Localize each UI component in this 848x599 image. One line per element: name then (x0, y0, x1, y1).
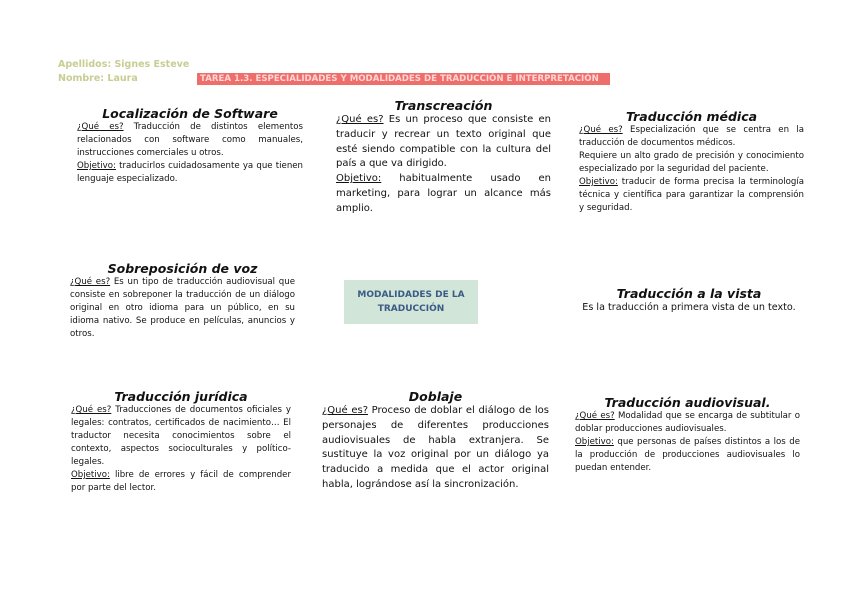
box-title: Traducción audiovisual. (604, 395, 771, 410)
box-definition: ¿Qué es? Modalidad que se encarga de subtitular o doblar producciones audiovisuales. (575, 411, 800, 434)
obj-label: Objetivo: (575, 437, 614, 447)
box-definition: ¿Qué es? Proceso de doblar el diálogo de los personajes de diferentes producciones audiovisuales de habla extranjera. Se sustituye la voz original por un diálogo ya traducido a medida que el actor original habla, lográndose así la sincronización. (322, 405, 549, 490)
box-title: Traducción jurídica (114, 389, 248, 404)
obj-label: Objetivo: (71, 470, 110, 480)
box-objective: Objetivo: traducir de forma precisa la terminología técnica y científica para garantizar la comprensión y seguridad. (579, 177, 804, 213)
box-title: Sobreposición de voz (107, 261, 258, 276)
box-juridica (71, 389, 291, 495)
box-text: Es la traducción a primera vista de un texto. (582, 302, 796, 313)
box-objective: Objetivo: libre de errores y fácil de comprender por parte del lector. (71, 470, 291, 493)
que-label: ¿Qué es? (322, 405, 369, 416)
box-definition: ¿Qué es? Traducción de distintos elementos relacionados con software como manuales, instrucciones comerciales u otros. (77, 122, 303, 158)
box-title: Traducción a la vista (616, 286, 762, 301)
box-transcreacion (336, 98, 551, 217)
center-topic-text: MODALIDADES DE LA TRADUCCIÓN (357, 290, 465, 314)
box-objective: Objetivo: habitualmente usado en marketing, para lograr un alcance más amplio. (336, 173, 551, 214)
box-definition: ¿Qué es? Traducciones de documentos oficiales y legales: contratos, certificados de nacimiento… El traductor necesita conocimientos sobre el contexto, aspectos socioculturales y político-legales. (71, 405, 291, 467)
obj-label: Objetivo: (336, 173, 382, 185)
que-label: ¿Qué es? (71, 405, 112, 415)
box-medica (579, 109, 804, 215)
que-label: ¿Qué es? (77, 122, 124, 132)
obj-label: Objetivo: (77, 161, 116, 171)
box-objective: Objetivo: traducirlos cuidadosamente ya que tienen lenguaje especializado. (77, 161, 303, 184)
obj-label: Objetivo: (579, 177, 618, 187)
box-sobreposicion (70, 261, 295, 341)
box-title: Traducción médica (625, 109, 758, 124)
box-extra: Requiere un alto grado de precisión y conocimiento especializado por la seguridad del paciente. (579, 151, 804, 174)
name-label: Nombre: Laura (58, 73, 138, 84)
que-label: ¿Qué es? (575, 411, 615, 421)
center-topic-box (344, 280, 478, 324)
box-vista (574, 286, 804, 314)
que-label: ¿Qué es? (336, 114, 384, 125)
box-definition: ¿Qué es? Es un tipo de traducción audiovisual que consiste en sobreponer la traducción de un diálogo original en otro idioma para un público, en su idioma nativo. Se produce en películas, anuncios y otros. (70, 277, 295, 339)
box-objective: Objetivo: que personas de países distintos a los de la producción de producciones audiovisuales lo puedan entender. (575, 437, 800, 473)
box-audiovisual (575, 395, 800, 475)
box-software (77, 106, 303, 186)
box-definition: ¿Qué es? Especialización que se centra en la traducción de documentos médicos. (579, 125, 804, 148)
que-label: ¿Qué es? (579, 125, 623, 135)
box-title: Doblaje (408, 389, 463, 404)
box-title: Transcreación (394, 98, 493, 113)
box-doblaje (322, 389, 549, 493)
task-title-banner: TAREA 1.3. ESPECIALIDADES Y MODALIDADES DE TRADUCCIÓN E INTERPRETACIÓN (197, 73, 610, 85)
box-definition: ¿Qué es? Es un proceso que consiste en traducir y recrear un texto original que esté siendo compatible con la cultura del país a que va dirigido. (336, 114, 551, 170)
surname-label: Apellidos: Signes Esteve (58, 59, 190, 70)
que-label: ¿Qué es? (70, 277, 111, 287)
box-title: Localización de Software (102, 106, 278, 121)
